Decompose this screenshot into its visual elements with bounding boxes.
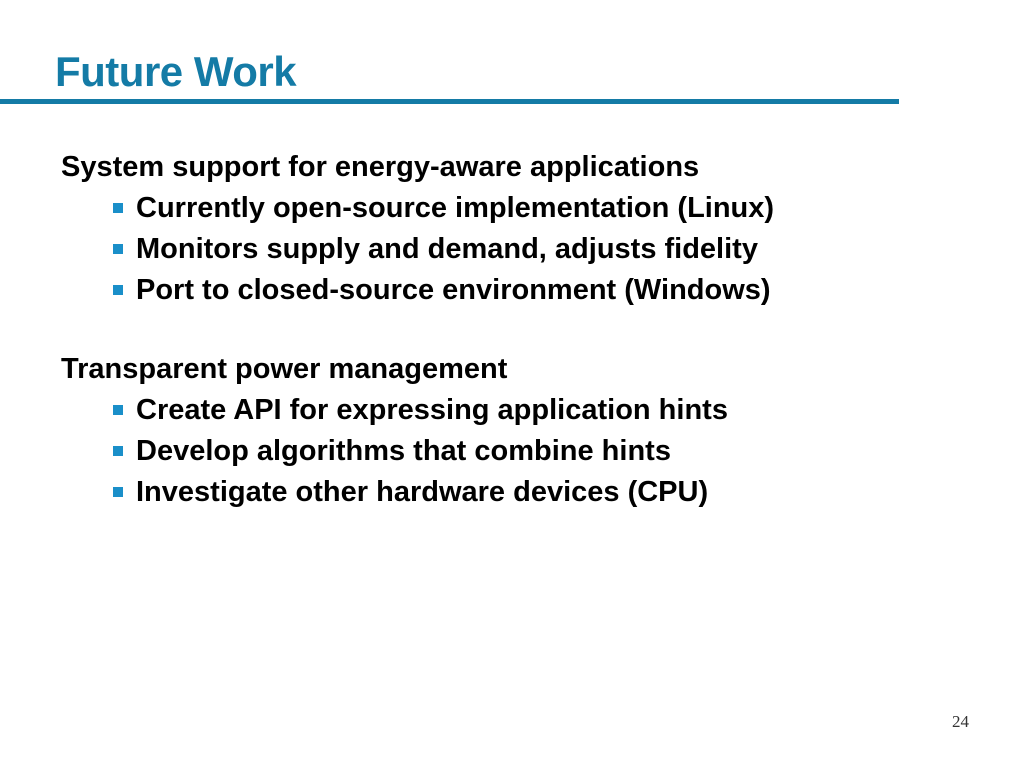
bullet-text: Develop algorithms that combine hints bbox=[136, 435, 671, 467]
section-heading: Transparent power management bbox=[61, 353, 508, 385]
bullet-item bbox=[113, 472, 961, 513]
square-bullet-icon bbox=[113, 285, 123, 295]
square-bullet-icon bbox=[113, 203, 123, 213]
square-bullet-icon bbox=[113, 244, 123, 254]
section-energy-aware bbox=[61, 147, 961, 311]
title-underline bbox=[0, 99, 899, 104]
bullet-text: Investigate other hardware devices (CPU) bbox=[136, 476, 709, 508]
bullet-item bbox=[113, 229, 961, 270]
bullet-item bbox=[113, 390, 961, 431]
section-heading: System support for energy-aware applications bbox=[61, 151, 700, 183]
bullet-text: Currently open-source implementation (Linux) bbox=[136, 192, 775, 224]
bullet-item bbox=[113, 431, 961, 472]
bullet-text: Port to closed-source environment (Windows) bbox=[136, 274, 771, 306]
square-bullet-icon bbox=[113, 446, 123, 456]
square-bullet-icon bbox=[113, 487, 123, 497]
bullet-list bbox=[61, 188, 961, 311]
slide-number: 24 bbox=[952, 712, 969, 731]
bullet-list bbox=[61, 390, 961, 513]
bullet-item bbox=[113, 270, 961, 311]
slide-title: Future Work bbox=[55, 48, 297, 95]
bullet-item bbox=[113, 188, 961, 229]
slide-content bbox=[61, 147, 961, 513]
square-bullet-icon bbox=[113, 405, 123, 415]
bullet-text: Create API for expressing application hints bbox=[136, 394, 728, 426]
section-power-management bbox=[61, 349, 961, 513]
bullet-text: Monitors supply and demand, adjusts fidelity bbox=[136, 233, 758, 265]
